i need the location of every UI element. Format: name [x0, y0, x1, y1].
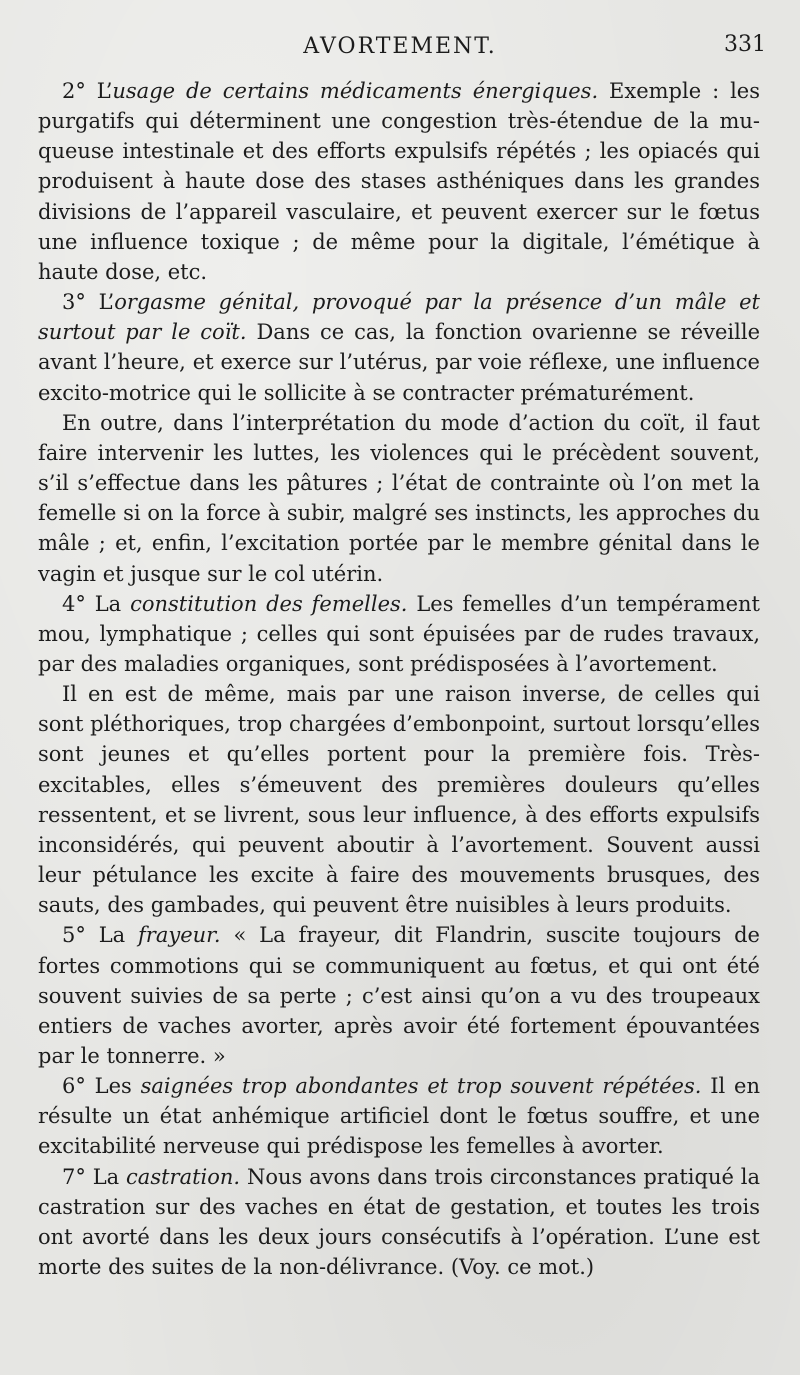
paragraph-text: Exemple : les purgatifs qui déterminent une congestion très-étendue de la muqueuse intestinale et des efforts expulsifs répétés ; les opiacés qui produisent à haute dose des stases asthéniques dans les grandes divisions de l’appareil vasculaire, et peuvent exercer sur le fœtus une influence toxique ; de même pour la digitale, l’émétique à haute dose, etc.	[38, 79, 760, 284]
paragraph-lead: 2° L’	[62, 79, 113, 103]
paragraph-text: Dans ce cas, la fonction ovarienne se réveille avant l’heure, et exerce sur l’utérus, par voie réflexe, une influence excito-motrice qui le sollicite à se contracter prématurément.	[38, 320, 760, 405]
page-header	[0, 30, 800, 66]
paragraph-2-medicaments	[38, 76, 760, 287]
paragraph-text: « La frayeur, dit Flandrin, suscite toujours de fortes commotions qui se communiquent au fœtus, et qui ont été souvent suivies de sa perte ; c’est ainsi qu’on a vu des troupeaux entiers de vaches avorter, après avoir été fortement épouvantées par le tonnerre. »	[38, 923, 760, 1068]
paragraph-italic-heading: castration.	[126, 1164, 241, 1189]
paragraph-italic-heading: frayeur.	[138, 923, 221, 948]
paragraph-italic-heading: usage de certains médicaments énergiques.	[112, 79, 599, 103]
paragraph-text: Il en est de même, mais par une raison inverse, de celles qui sont pléthoriques, trop chargées d’embonpoint, surtout lorsqu’elles sont jeunes et qu’elles portent pour la première fois. Très-excitables, elles s’émeuvent des premières douleurs qu’elles ressentent, et se livrent, sous leur influence, à des efforts expulsifs inconsidérés, qui peuvent aboutir à l’avortement. Souvent aussi leur pétulance les excite à faire des mouvements brusques, des sauts, des gambades, qui peuvent être nuisibles à leurs produits.	[38, 682, 760, 918]
paragraph-text: En outre, dans l’interprétation du mode d’action du coït, il faut faire intervenir les luttes, les violences qui le précèdent souvent, s’il s’effectue dans les pâtures ; l’état de contrainte où l’on met la femelle si on la force à subir, malgré ses instincts, les approches du mâle ; et, enfin, l’excitation portée par le membre génital dans le vagin et jusque sur le col utérin.	[38, 410, 760, 586]
running-title: AVORTEMENT.	[303, 34, 497, 59]
paragraph-italic-heading: saignées trop abondantes et trop souvent répétées.	[140, 1074, 702, 1099]
paragraph-lead: 6° Les	[62, 1074, 141, 1099]
paragraph-lead: 5° La	[62, 923, 139, 948]
paragraph-text: Il en résulte un état anhémique artificiel dont le fœtus souffre, et une excitabilité nerveuse qui prédispose les femelles à avorter.	[38, 1074, 760, 1159]
paragraph-lead: 4° La	[62, 591, 131, 616]
paragraph-plethoriques	[38, 679, 760, 920]
paragraph-4-constitution	[38, 589, 760, 679]
body-text	[38, 76, 760, 1282]
page-number: 331	[724, 32, 766, 57]
paragraph-lead: 3° L’	[62, 290, 115, 315]
paragraph-3-orgasme	[38, 287, 760, 408]
paragraph-italic-heading: orgasme génital, provoqué par la présence d’un mâle et surtout par le coït.	[38, 290, 760, 345]
paragraph-lead: 7° La	[62, 1164, 127, 1189]
paragraph-5-frayeur	[38, 920, 760, 1071]
paragraph-6-saignees	[38, 1071, 760, 1161]
paragraph-text: Nous avons dans trois circonstances pratiqué la castration sur des vaches en état de gestation, et toutes les trois ont avorté dans les deux jours consécutifs à l’opération. L’une est morte des suites de la non-délivrance. (Voy. ce mot.)	[38, 1164, 760, 1280]
paragraph-text: Les femelles d’un tempérament mou, lymphatique ; celles qui sont épuisées par de rudes travaux, par des maladies organiques, sont prédisposées à l’avortement.	[38, 591, 760, 676]
paragraph-coit	[38, 408, 760, 589]
paragraph-italic-heading: constitution des femelles.	[130, 591, 408, 616]
paragraph-7-castration	[38, 1162, 760, 1283]
